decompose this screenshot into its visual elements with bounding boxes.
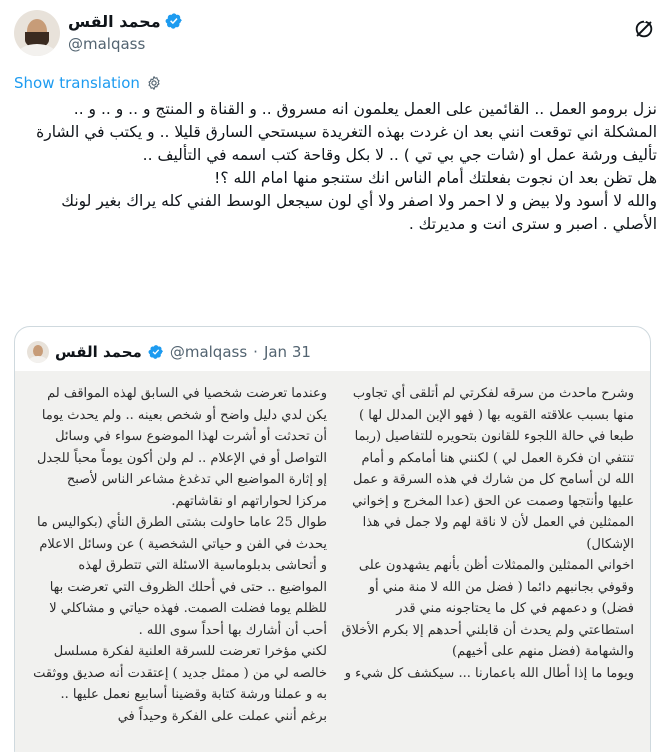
author-display-name[interactable]: محمد القس	[68, 11, 161, 31]
quoted-author-name: محمد القس	[55, 343, 142, 361]
document-paragraph: ويوما ما إذا أطال الله باعمارنا ... سيكشف كل شيء و	[344, 665, 634, 681]
tweet-line: المشكلة اني توقعت انني بعد ان غردت بهذه التغريدة سيستحي السارق قليلا .. و يكتب في الشارة تأليف ورشة عمل او (شات جي بي تي ) .. لا بكل وقاحة كتب اسمه في التأليف ..	[36, 123, 657, 164]
document-paragraph: طوال 25 عاما حاولت بشتى الطرق النأي (بكواليس ما يحدث في الفن و حياتي الشخصية ) عن وسائل الاعلام و أتحاشى بدبلوماسية الاسئلة التي تتطرق لهذه المواضيع .. حتى في أحلك الظروف التي تعرضت بها للظلم يوما فضلت الصمت. فهذه حياتي و مشاكلي لا أحب أن أشارك بها أحداً سوى الله .	[36, 515, 327, 638]
document-paragraph: طبعا في حالة اللجوء للقانون بتحويره للتفاصيل (ربما تنتفي ان فكرة العمل لي ) لكنني هنا أمامكم و أمام الله لن أسامح كل من شارك في هذه السرقة و عمل عليها وأنتجها وصمت عن الحق (عدا المخرج و إخواني الممثلين في العمل لأن لا ناقة لهم ولا جمل في هذا الإشكال)	[352, 429, 634, 552]
quoted-document-image	[15, 371, 651, 752]
quoted-tweet-header	[27, 341, 311, 363]
document-column-left	[33, 383, 327, 727]
document-paragraph: لكني مؤخرا تعرضت للسرقة العلنية لفكرة مسلسل خالصه لي من ( ممثل جديد ) إعتقدت أنه صديق ووثقت به و عملنا ورشة كتابة وقضينا أسابيع نعمل عليها .. برغم أنني عملت على الفكرة وحيداً في	[33, 644, 327, 724]
grok-icon[interactable]	[633, 18, 655, 40]
quoted-tweet-date: Jan 31	[263, 343, 311, 361]
translate-row	[14, 74, 162, 92]
document-paragraph: وعندما تعرضت شخصيا في السابق لهذه المواقف لم يكن لدي دليل واضح أو شخص بعينه .. ولم يحدث يوما أن تحدثت أو أشرت لهذا الموضوع سواء في وسائل التواصل أو في الإعلام .. لم ولن أكون يوماً محباً للجدل إو إثارة المواضيع الي تدغدغ مشاعر الناس لأصبح مركزا لحواراتهم او نقاشاتهم.	[36, 386, 327, 509]
document-paragraph: اخواني الممثلين والممثلات أظن بأنهم يشهدون على وقوفي بجانبهم دائما ( فضل من الله لا منة مني أو فضل) و دعمهم في كل ما يحتاجونه مني قدر استطاعتي ولم يحدث أن قابلني أحدهم إلا بكرم الأخلاق والشهامة (فضل منهم على أخيهم)	[341, 558, 634, 659]
meta-separator: ·	[253, 343, 258, 361]
document-paragraph: وشرح ماحدث من سرقه لفكرتي لم أتلقى أي تجاوب منها بسبب علاقته القويه بها ( فهو الإبن المدلل لها )	[352, 386, 634, 423]
gear-icon[interactable]	[146, 75, 162, 91]
verified-badge-icon	[165, 12, 183, 30]
tweet-text	[14, 98, 657, 236]
tweet-line: والله لا أسود ولا بيض و لا احمر ولا اصفر ولا أي لون سيجعل الوسط الفني كله يراك بغير لونك الأصلي . اصبر و سترى انت و مديرتك .	[61, 192, 657, 233]
verified-badge-icon	[148, 344, 164, 360]
author-avatar[interactable]	[14, 10, 60, 56]
document-column-right	[340, 383, 634, 684]
tweet-header	[0, 0, 671, 64]
quoted-author-handle: @malqass	[169, 343, 248, 361]
tweet-line: نزل برومو العمل .. القائمين على العمل يعلمون انه مسروق .. و القناة و المنتج و .. و .. و ..	[73, 100, 657, 118]
quoted-tweet[interactable]	[14, 326, 651, 752]
show-translation-link[interactable]: Show translation	[14, 74, 140, 92]
quoted-author-avatar	[27, 341, 49, 363]
author-handle[interactable]: @malqass	[68, 35, 146, 53]
author-names	[68, 10, 183, 53]
tweet-line: هل تظن بعد ان نجوت بفعلتك أمام الناس انك ستنجو منها امام الله ؟!	[214, 169, 657, 187]
